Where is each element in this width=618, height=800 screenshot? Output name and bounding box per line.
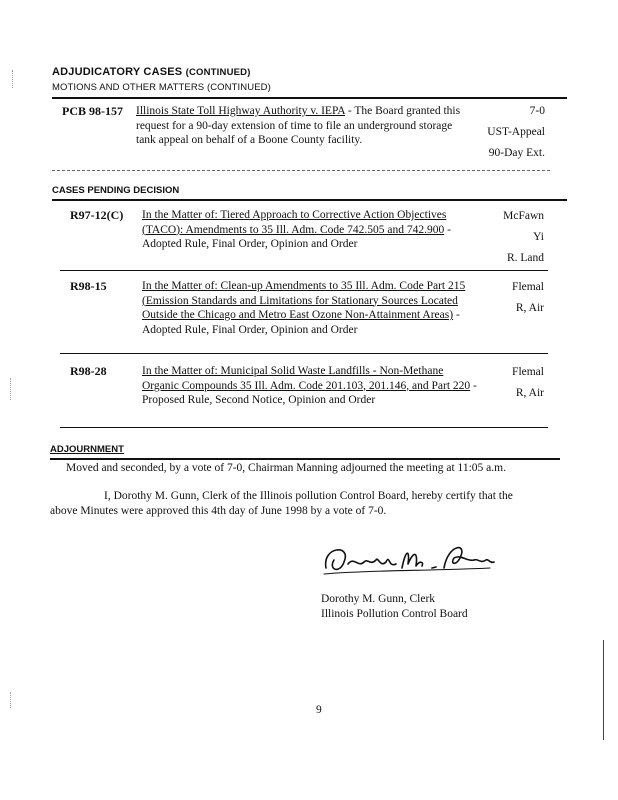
case-title: In the Matter of: Municipal Solid Waste Landfills - Non-Methane Organic Compounds 35 Ill. Adm. Code 201.103, 201.146, and Part 220: [142, 365, 471, 392]
pending-rule: [52, 199, 567, 201]
case-action: - Adopted Rule, Final Order, Opinion and Order: [142, 223, 451, 250]
section-title: [52, 66, 251, 78]
vote-line: McFawn: [503, 210, 544, 222]
divider: [60, 270, 548, 271]
section-title-suffix: (CONTINUED): [185, 67, 251, 78]
case-description: [142, 364, 477, 408]
section-title-main: ADJUDICATORY CASES: [52, 66, 183, 78]
case-title: In the Matter of: Tiered Approach to Corrective Action Objectives (TACO): Amendments to 35 Ill. Adm. Code 742.505 and 742.900: [142, 209, 447, 236]
header-rule: [52, 97, 567, 99]
vote-line: R, Air: [515, 302, 544, 314]
case-action: - Adopted Rule, Final Order, Opinion and Order: [142, 309, 460, 336]
scan-mark: [10, 692, 21, 708]
case-id: R97-12(C): [70, 208, 124, 222]
page-number: 9: [316, 704, 322, 716]
vote-line: Flemal: [512, 366, 544, 378]
scan-mark: [603, 640, 604, 740]
certification-text: I, Dorothy M. Gunn, Clerk of the Illinois pollution Control Board, hereby certify that the above Minutes were approved this 4th day of June 1998 by a vote of 7-0.: [50, 490, 513, 517]
vote-line: Flemal: [512, 281, 544, 293]
vote-block: [467, 101, 545, 164]
scan-mark: [10, 378, 17, 400]
case-title: In the Matter of: Clean-up Amendments to 35 Ill. Adm. Code Part 215 (Emission Standards and Limitations for Stationary Sources Located Outside the Chicago and Metro East Ozone Non-Attainment Areas): [142, 280, 466, 321]
vote-line: Yi: [533, 231, 544, 243]
adjournment-text: Moved and seconded, by a vote of 7-0, Chairman Manning adjourned the meeting at 11:05 a.m.: [66, 462, 506, 474]
vote-line: UST-Appeal: [487, 126, 545, 138]
case-description: [142, 208, 477, 252]
case-id: PCB 98-157: [62, 104, 123, 118]
divider: [60, 427, 548, 428]
signatory-org: Illinois Pollution Control Board: [321, 608, 468, 620]
case-action: - Proposed Rule, Second Notice, Opinion and Order: [142, 379, 477, 406]
case-id: R98-15: [70, 279, 107, 293]
signatory-block: [321, 592, 468, 622]
vote-line: R, Air: [515, 387, 544, 399]
vote-line: R. Land: [506, 252, 544, 264]
case-action: - The Board granted this request for a 90-day extension of time to file an underground storage tank appeal on behalf of a Boone County facility.: [136, 105, 461, 146]
divider: [60, 353, 548, 354]
divider: [52, 170, 550, 171]
vote-line: 7-0: [529, 105, 545, 117]
signature-image: [318, 534, 498, 580]
scan-mark: [12, 70, 19, 88]
vote-block: [466, 206, 544, 269]
pending-heading: CASES PENDING DECISION: [52, 185, 180, 196]
section-subtitle: MOTIONS AND OTHER MATTERS (CONTINUED): [52, 82, 271, 93]
case-description: [136, 104, 471, 148]
signature: [318, 534, 498, 580]
signatory-name: Dorothy M. Gunn, Clerk: [321, 593, 436, 605]
vote-block: [466, 277, 544, 319]
case-id: R98-28: [70, 364, 107, 378]
vote-block: [466, 362, 544, 404]
case-name: Illinois State Toll Highway Authority v. IEPA: [136, 105, 345, 117]
adjournment-rule: [50, 458, 560, 460]
adjournment-heading: ADJOURNMENT: [50, 444, 124, 455]
vote-line: 90-Day Ext.: [488, 147, 545, 159]
case-description: [142, 279, 477, 337]
